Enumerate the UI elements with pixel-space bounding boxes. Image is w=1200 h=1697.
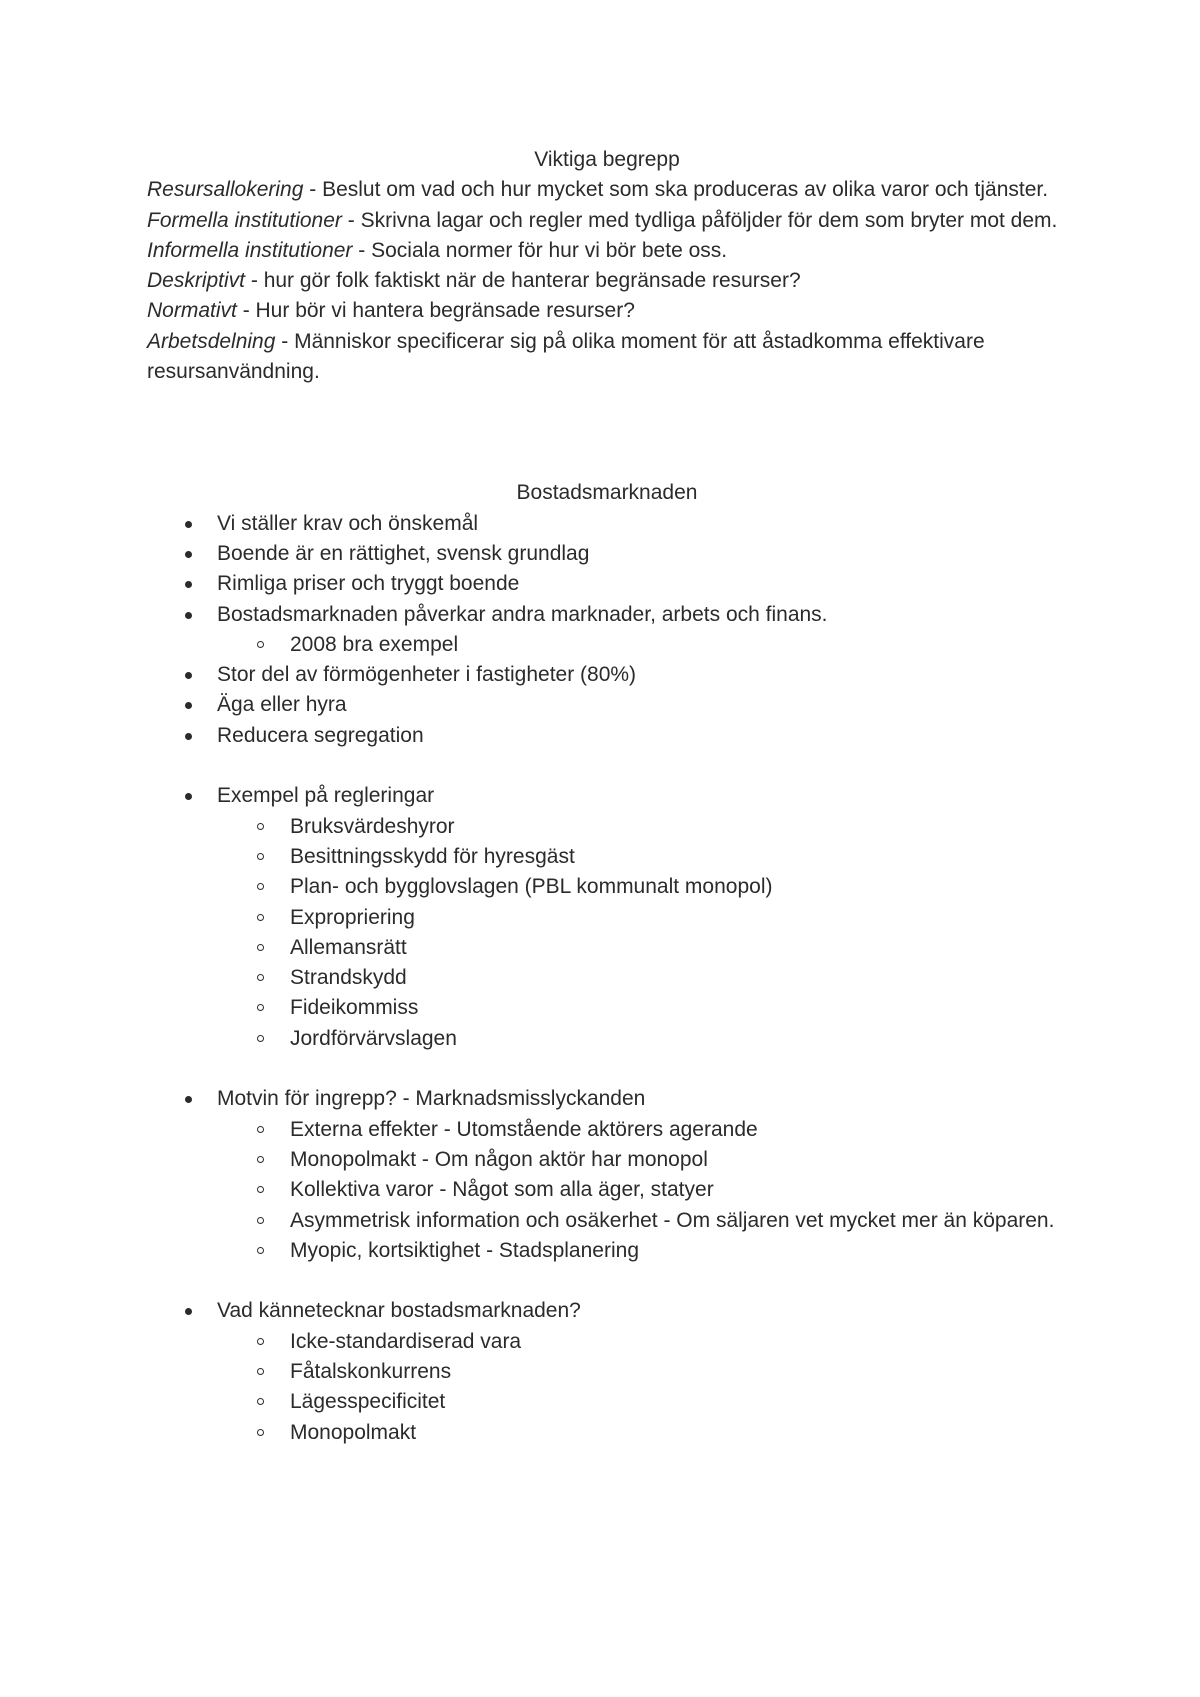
list-spacer — [147, 751, 1067, 781]
definition-term: Normativt — [147, 299, 237, 323]
definition-term: Formella institutioner — [147, 208, 342, 232]
sub-list-item: Jordförvärvslagen — [147, 1024, 1067, 1054]
definition-item — [147, 175, 1067, 205]
section-heading-bostadsmarknaden: Bostadsmarknaden — [516, 481, 698, 505]
list-item: Exempel på regleringar — [147, 781, 1067, 811]
definition-item — [147, 206, 1067, 236]
section-heading-viktiga-begrepp: Viktiga begrepp — [534, 148, 680, 171]
list-item: Vad kännetecknar bostadsmarknaden? — [147, 1296, 1067, 1326]
definition-text: - Skrivna lagar och regler med tydliga påföljder för dem som bryter mot dem. — [341, 208, 1058, 232]
sub-list-item: Allemansrätt — [147, 933, 1067, 963]
sub-list-item: 2008 bra exempel — [147, 630, 1067, 660]
list-item: Rimliga priser och tryggt boende — [147, 569, 1067, 599]
list-item: Boende är en rättighet, svensk grundlag — [147, 539, 1067, 569]
sub-list-item: Kollektiva varor - Något som alla äger, statyer — [147, 1175, 1067, 1205]
sub-list-item: Icke-standardiserad vara — [147, 1327, 1067, 1357]
sub-list-item: Asymmetrisk information och osäkerhet - Om säljaren vet mycket mer än köparen. — [147, 1206, 1067, 1236]
sub-list-item: Plan- och bygglovslagen (PBL kommunalt monopol) — [147, 872, 1067, 902]
sub-list-item: Besittningsskydd för hyresgäst — [147, 842, 1067, 872]
definition-item — [147, 296, 1067, 326]
definition-text: - Beslut om vad och hur mycket som ska produceras av olika varor och tjänster. — [303, 178, 1049, 202]
definitions-list — [147, 175, 1067, 387]
section-spacer — [147, 387, 1067, 478]
definition-item — [147, 236, 1067, 266]
definition-item — [147, 266, 1067, 296]
list-spacer — [147, 1266, 1067, 1296]
definition-term: Resursallokering — [147, 178, 304, 202]
definition-text: - hur gör folk faktiskt när de hanterar begränsade resurser? — [245, 269, 801, 293]
sub-list-item: Expropriering — [147, 903, 1067, 933]
definition-term: Deskriptivt — [147, 269, 246, 293]
list-item: Motvin för ingrepp? - Marknadsmisslyckanden — [147, 1084, 1067, 1114]
sub-list-item: Myopic, kortsiktighet - Stadsplanering — [147, 1236, 1067, 1266]
list-item: Vi ställer krav och önskemål — [147, 509, 1067, 539]
bullet-list-group-4 — [147, 1296, 1067, 1447]
sub-list-item: Fåtalskonkurrens — [147, 1357, 1067, 1387]
sub-list-item: Lägesspecificitet — [147, 1387, 1067, 1417]
bullet-list-group-2 — [147, 781, 1067, 1054]
sub-list-item: Bruksvärdeshyror — [147, 812, 1067, 842]
definition-term: Informella institutioner — [147, 238, 353, 262]
definition-item — [147, 327, 1067, 388]
bullet-list-group-3 — [147, 1084, 1067, 1266]
document-page — [147, 145, 1067, 1448]
list-item: Reducera segregation — [147, 721, 1067, 751]
list-item: Stor del av förmögenheter i fastigheter (80%) — [147, 660, 1067, 690]
sub-list-item: Externa effekter - Utomstående aktörers agerande — [147, 1115, 1067, 1145]
definition-text: - Människor specificerar sig på olika moment för att åstadkomma effektivare resursanvändning. — [147, 329, 985, 384]
sub-list-item: Monopolmakt — [147, 1418, 1067, 1448]
definition-term: Arbetsdelning — [147, 329, 276, 353]
definition-text: - Sociala normer för hur vi bör bete oss. — [352, 238, 728, 262]
definition-text: - Hur bör vi hantera begränsade resurser? — [236, 299, 635, 323]
list-item: Bostadsmarknaden påverkar andra marknader, arbets och finans. — [147, 600, 1067, 630]
bullet-list-group-1 — [147, 509, 1067, 751]
sub-list-item: Fideikommiss — [147, 993, 1067, 1023]
sub-list-item: Monopolmakt - Om någon aktör har monopol — [147, 1145, 1067, 1175]
list-spacer — [147, 1054, 1067, 1084]
sub-list-item: Strandskydd — [147, 963, 1067, 993]
list-item: Äga eller hyra — [147, 690, 1067, 720]
